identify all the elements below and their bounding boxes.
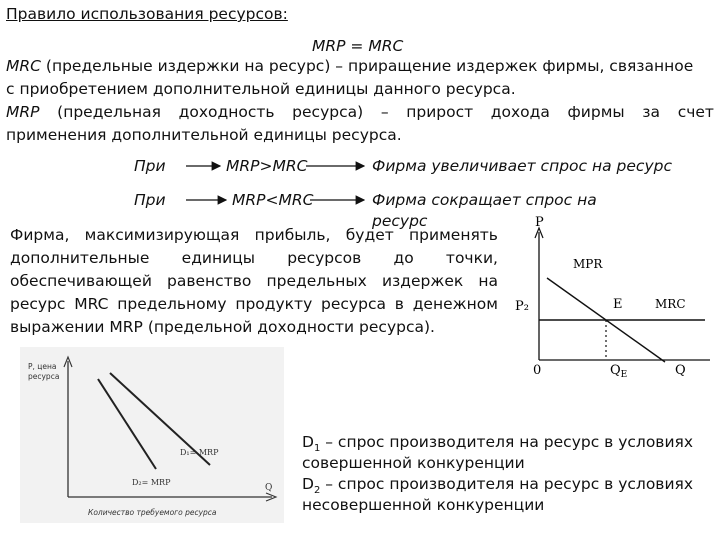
rule-arrows [0,0,720,220]
d1-subscript: 1 [313,443,321,455]
rule1-condition: MRP>MRC [226,157,308,175]
firm-paragraph-line1 [10,225,498,245]
mrc-definition-line2: с приобретением дополнительной единицы данного ресурса. [6,80,516,98]
legend-d1-line2: совершенной конкуренции [302,454,525,472]
rule2-result-line1: Фирма сокращает спрос на [372,191,597,209]
y-label-line1: Р, цена [28,362,57,371]
mrp-abbr: MRP [6,103,40,121]
d2-symbol: D [302,475,314,493]
word: точки, [445,249,498,267]
mrp-word: дохода [490,103,550,121]
rule1-when: При [134,157,166,175]
word: ресурсов [287,249,362,267]
word: предельных [266,272,367,290]
x-label: Количество требуемого ресурса [88,508,217,517]
mpr-label: MPR [573,257,603,271]
word: прибыль, [254,226,331,244]
rule1-result: Фирма увеличивает спрос на ресурс [372,157,672,175]
mrc-abbr: MRC [6,57,41,75]
e-label: E [613,297,623,312]
word: издержек [381,272,464,290]
word: предельному [117,295,227,313]
mrp-word: счет [677,103,714,121]
mrp-word: прирост [406,103,474,121]
x-label: Q [675,363,686,378]
mrp-word: доходность [178,103,275,121]
mrp-word: (предельная [57,103,161,121]
p2-label: P₂ [515,299,529,314]
firm-paragraph-line4 [10,294,498,314]
d2-line [98,379,156,469]
word: MRC [74,295,109,313]
word: Фирма, [10,226,70,244]
word: единицы [181,249,255,267]
word: продукту [235,295,313,313]
rule2-when: При [134,191,166,209]
legend-d2-line2: несовершенной конкуренции [302,496,545,514]
word: ресурса [321,295,386,313]
page-title: Правило использования ресурсов: [6,5,288,23]
firm-paragraph-line2 [10,248,498,268]
d1-text: – спрос производителя на ресурс в условиях [320,433,694,451]
formula: MRP = MRC [312,37,404,55]
word: максимизирующая [84,226,240,244]
rule2-condition: MRP<MRC [232,191,314,209]
mrp-word: за [642,103,661,121]
word: дополнительные [10,249,150,267]
d1-label: D₁= MRP [180,448,219,457]
y-label-line2: ресурса [28,372,60,381]
qe-label: $Q_E$ [610,363,628,380]
d2-subscript: 2 [313,485,321,497]
d1-symbol: D [302,433,314,451]
firm-paragraph-line3 [10,271,498,291]
demand-graph [20,347,284,523]
word: обеспечивающей [10,272,152,290]
word: ресурс [10,295,66,313]
mrp-word: ресурса) [292,103,364,121]
x-end-label: Q [265,483,273,493]
d2-text: – спрос производителя на ресурс в условиях [320,475,694,493]
equilibrium-graph [505,212,718,384]
firm-paragraph-line5: выражении MRP (предельной доходности ресурса). [10,318,435,336]
mrp-word: фирмы [567,103,625,121]
mrp-definition-line2: применения дополнительной единицы ресурса. [6,126,402,144]
y-label: P [535,215,544,230]
word: применять [409,226,498,244]
word: на [478,272,498,290]
word: в [394,295,404,313]
origin-label: 0 [533,363,542,378]
word: равенство [167,272,252,290]
word: до [393,249,414,267]
word: денежном [412,295,498,313]
rule2-result-line2: ресурс [372,212,428,230]
mrp-word: – [380,103,389,121]
d2-label: D₂= MRP [132,478,171,487]
mrc-label: MRC [655,297,686,311]
mrc-definition-text: (предельные издержки на ресурс) – приращение издержек фирмы, связанное [45,57,694,75]
word: будет [345,226,394,244]
